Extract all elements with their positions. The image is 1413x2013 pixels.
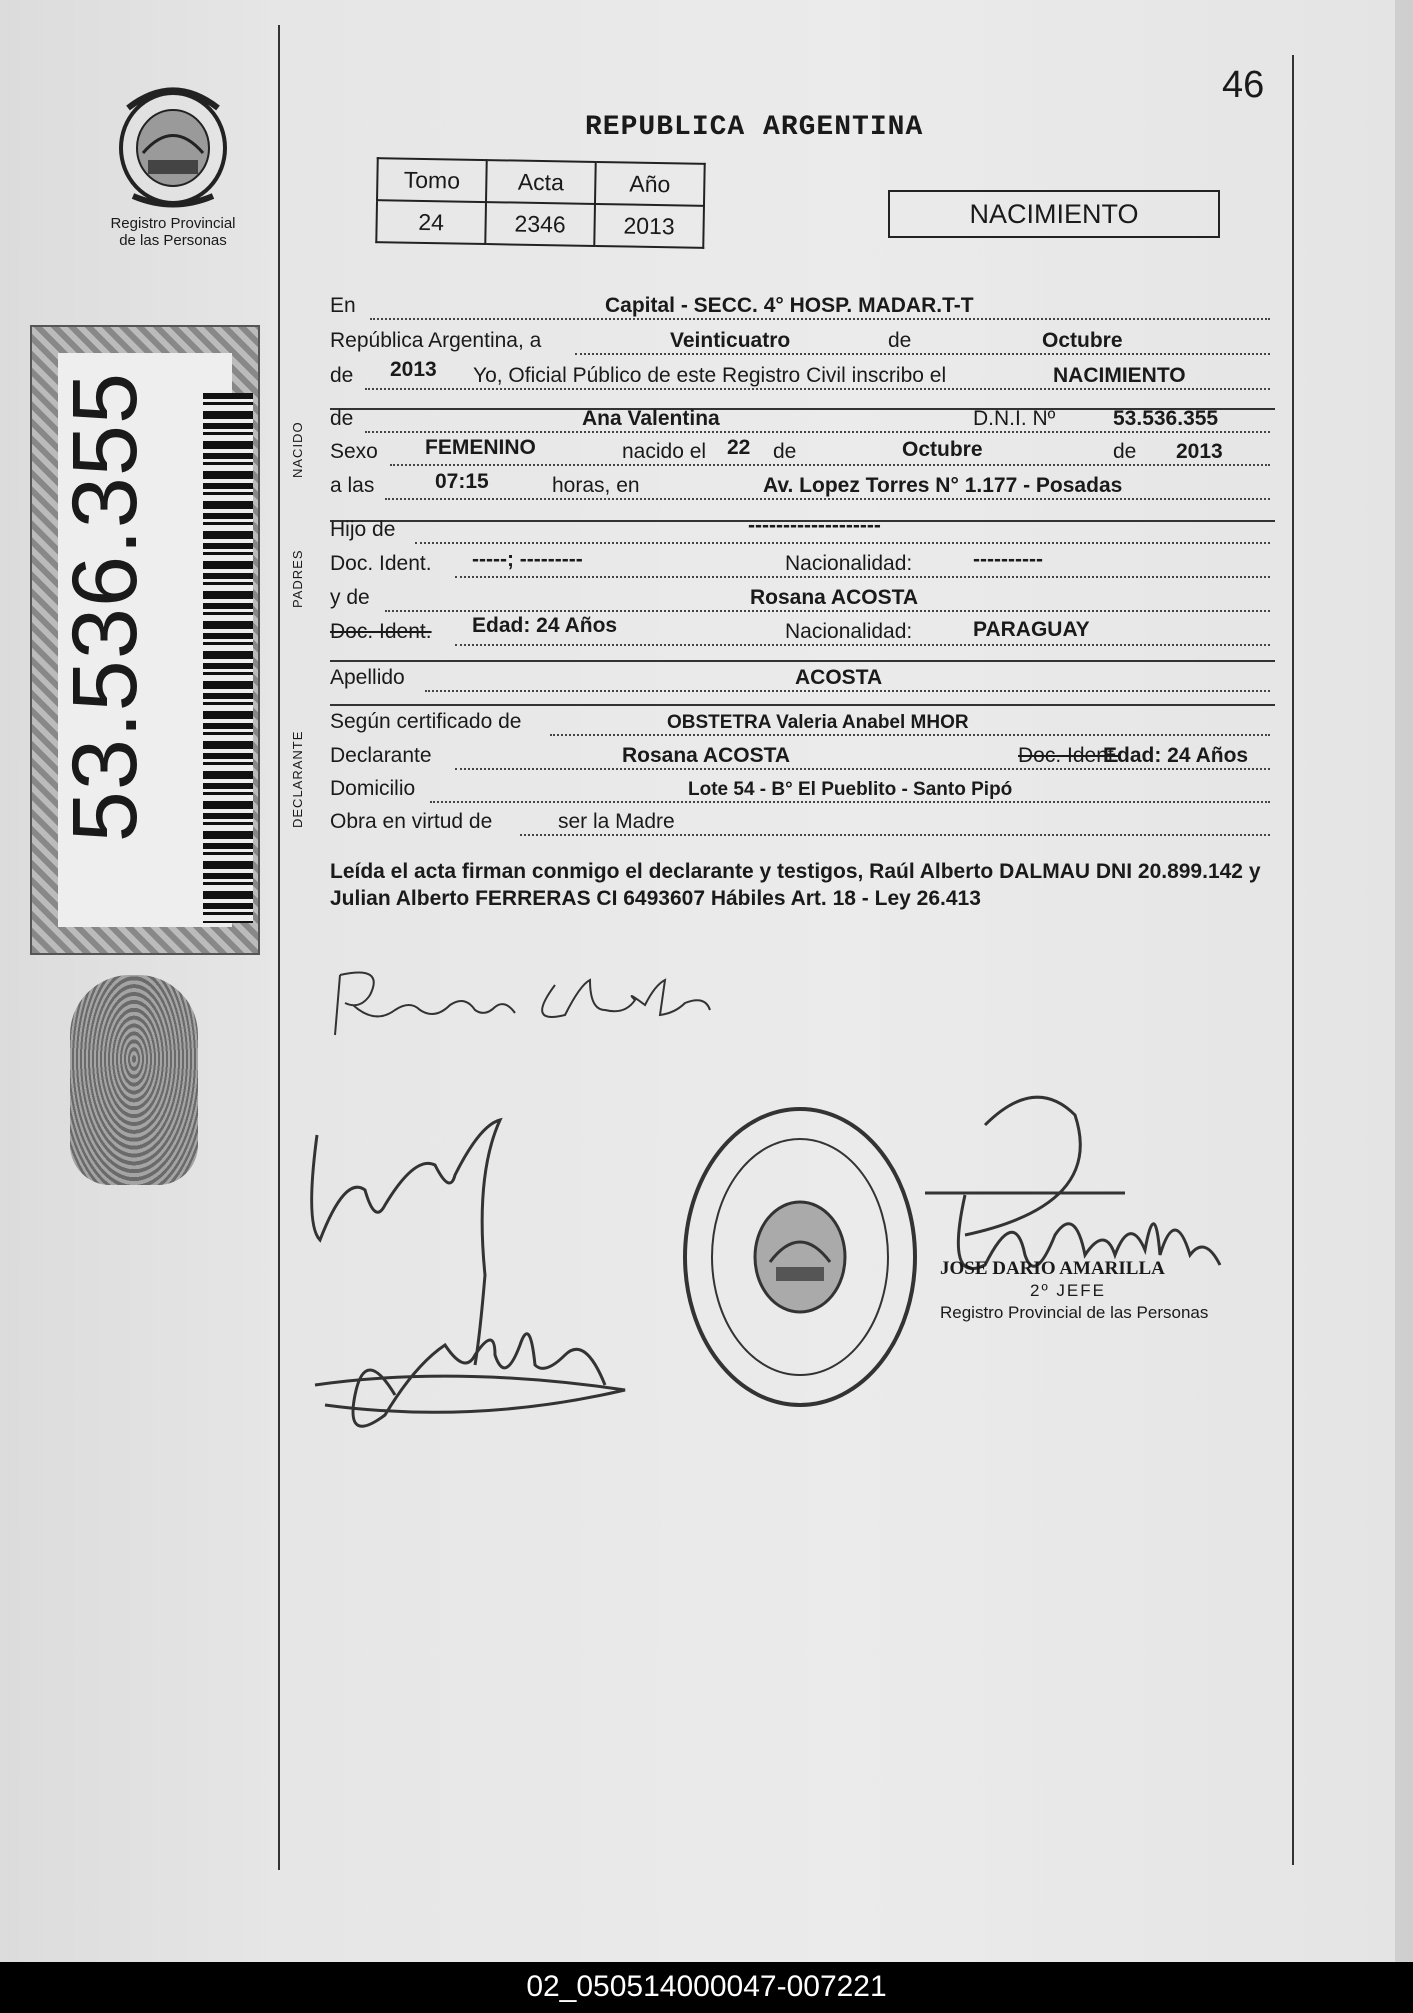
decl-doc-label: Doc. Ident. — [1018, 744, 1120, 767]
horas-label: horas, en — [552, 474, 640, 497]
decl-label: Declarante — [330, 744, 432, 767]
page-number: 46 — [1222, 64, 1265, 106]
registry-label-line1: Registro Provincial — [110, 215, 236, 232]
row-anio — [330, 358, 1270, 392]
dotted-line — [455, 576, 1270, 578]
right-margin-line — [1292, 55, 1294, 1865]
hijo-value: ------------------- — [748, 514, 881, 537]
decl-value: Rosana ACOSTA — [622, 744, 791, 767]
registry-value-acta: 2346 — [485, 202, 595, 246]
row-doc2 — [330, 614, 1270, 648]
row-en — [330, 292, 1270, 322]
dotted-line — [365, 431, 1270, 433]
nacionalidad2-label: Nacionalidad: — [785, 620, 913, 643]
nacido-de-label: de — [330, 407, 354, 430]
dom-value: Lote 54 - B° El Pueblito - Santo Pipó — [688, 779, 1013, 800]
dom-label: Domicilio — [330, 777, 416, 800]
section-label-nacido: NACIDO — [290, 421, 305, 478]
doc-label: Doc. Ident. — [330, 552, 432, 575]
apellido-label: Apellido — [330, 666, 405, 689]
official-title: 2º JEFE — [1030, 1281, 1106, 1300]
dotted-line — [385, 498, 1270, 500]
hijo-label: Hijo de — [330, 518, 396, 541]
registry-table — [375, 157, 705, 249]
barcode-bars — [203, 393, 253, 923]
barcode-number: 53.536.355 — [54, 371, 156, 843]
lugar: Av. Lopez Torres N° 1.177 - Posadas — [763, 474, 1123, 497]
dotted-line — [455, 768, 1270, 770]
obra-label: Obra en virtud de — [330, 810, 493, 833]
official-stamp — [678, 1102, 923, 1412]
closing-statement: Leída el acta firman conmigo el declarante y testigos, Raúl Alberto DALMAU DNI 20.899.142 y Julian Alberto FERRERAS CI 6493607 Hábiles Art. 18 - Ley 26.413 — [330, 860, 1261, 910]
registry-header-acta: Acta — [486, 160, 596, 204]
dni-value: 53.536.355 — [1113, 407, 1219, 430]
de-label3: de — [1113, 440, 1137, 463]
doc2-label: Doc. Ident. — [330, 620, 432, 643]
row-madre — [330, 584, 1270, 614]
row-hijo — [330, 516, 1270, 546]
registry-header-anio: Año — [595, 162, 705, 206]
anio: 2013 — [1176, 440, 1223, 463]
inscribo-value: NACIMIENTO — [1053, 364, 1186, 387]
dotted-line — [520, 834, 1270, 836]
dotted-line — [370, 318, 1270, 320]
registry-value-anio: 2013 — [594, 204, 704, 248]
oficial-text: Yo, Oficial Público de este Registro Civil inscribo el — [473, 364, 947, 387]
year: 2013 — [390, 358, 437, 381]
official-office: Registro Provincial de las Personas — [940, 1303, 1209, 1322]
nombre: Ana Valentina — [582, 407, 720, 430]
left-margin-line — [278, 25, 280, 1870]
republica-label: República Argentina, a — [330, 329, 542, 352]
dotted-line — [385, 610, 1270, 612]
apellido-value: ACOSTA — [795, 666, 883, 689]
registry-table-header — [377, 158, 705, 206]
provincial-seal-icon — [108, 78, 238, 208]
sexo-label: Sexo — [330, 440, 378, 463]
row-nombre — [330, 405, 1270, 435]
nacionalidad-value: ---------- — [973, 548, 1043, 571]
nacionalidad2-value: PARAGUAY — [973, 618, 1090, 641]
doc-value: -----; --------- — [472, 548, 583, 571]
row-obra — [330, 808, 1270, 838]
row-declarante — [330, 742, 1270, 772]
de-label2: de — [773, 440, 797, 463]
hora: 07:15 — [435, 470, 489, 493]
section-label-declarante: DECLARANTE — [290, 730, 305, 828]
section-label-padres: PADRES — [290, 549, 305, 608]
row-apellido — [330, 664, 1270, 694]
day-words: Veinticuatro — [670, 329, 791, 352]
edad-madre: Edad: 24 Años — [472, 614, 618, 637]
page-edge — [1395, 0, 1413, 1962]
madre: Rosana ACOSTA — [750, 586, 919, 609]
en-label: En — [330, 294, 356, 317]
row-hora — [330, 472, 1270, 502]
de2-label: de — [330, 364, 354, 387]
de-label: de — [888, 329, 912, 352]
official-block — [940, 1258, 1208, 1324]
signature-witness-1 — [305, 1115, 635, 1455]
cert-value: OBSTETRA Valeria Anabel MHOR — [667, 712, 969, 733]
record-type-box: NACIMIENTO — [888, 190, 1220, 238]
page-title: REPUBLICA ARGENTINA — [585, 112, 924, 143]
dotted-line — [550, 734, 1270, 736]
registry-table-values — [376, 200, 704, 248]
scan-footer — [0, 1962, 1413, 2013]
alas-label: a las — [330, 474, 375, 497]
dotted-line — [430, 801, 1270, 803]
mes: Octubre — [902, 438, 983, 461]
fingerprint — [70, 975, 198, 1185]
decl-edad: Edad: 24 Años — [1103, 744, 1249, 767]
row-certificado — [330, 708, 1270, 738]
obra-value: ser la Madre — [558, 810, 675, 833]
signature-rosana — [325, 955, 745, 1045]
dotted-line — [365, 388, 1270, 390]
footer-id: 02_050514000047-007221 — [526, 1970, 887, 2003]
yde-label: y de — [330, 586, 370, 609]
row-domicilio — [330, 775, 1270, 805]
row-doc — [330, 550, 1270, 580]
nacionalidad-label: Nacionalidad: — [785, 552, 913, 575]
registry-label — [88, 215, 258, 249]
cert-label: Según certificado de — [330, 710, 522, 733]
section-divider — [330, 660, 1275, 662]
dotted-line — [575, 353, 1270, 355]
registry-label-line2: de las Personas — [119, 232, 227, 249]
registry-value-tomo: 24 — [376, 200, 486, 244]
dotted-line — [455, 644, 1270, 646]
registry-header-tomo: Tomo — [377, 158, 487, 202]
month: Octubre — [1042, 329, 1123, 352]
dotted-line — [425, 690, 1270, 692]
dotted-line — [390, 464, 1270, 466]
official-name: JOSE DARIO AMARILLA — [940, 1258, 1165, 1279]
dotted-line — [415, 542, 1270, 544]
section-divider — [330, 704, 1275, 706]
row-sexo — [330, 438, 1270, 468]
dia: 22 — [727, 436, 751, 459]
sexo-value: FEMENINO — [425, 436, 536, 459]
en-value: Capital - SECC. 4° HOSP. MADAR.T-T — [605, 294, 974, 317]
nacido-el-label: nacido el — [622, 440, 707, 463]
row-fecha — [330, 327, 1270, 357]
dni-label: D.N.I. Nº — [973, 407, 1056, 430]
